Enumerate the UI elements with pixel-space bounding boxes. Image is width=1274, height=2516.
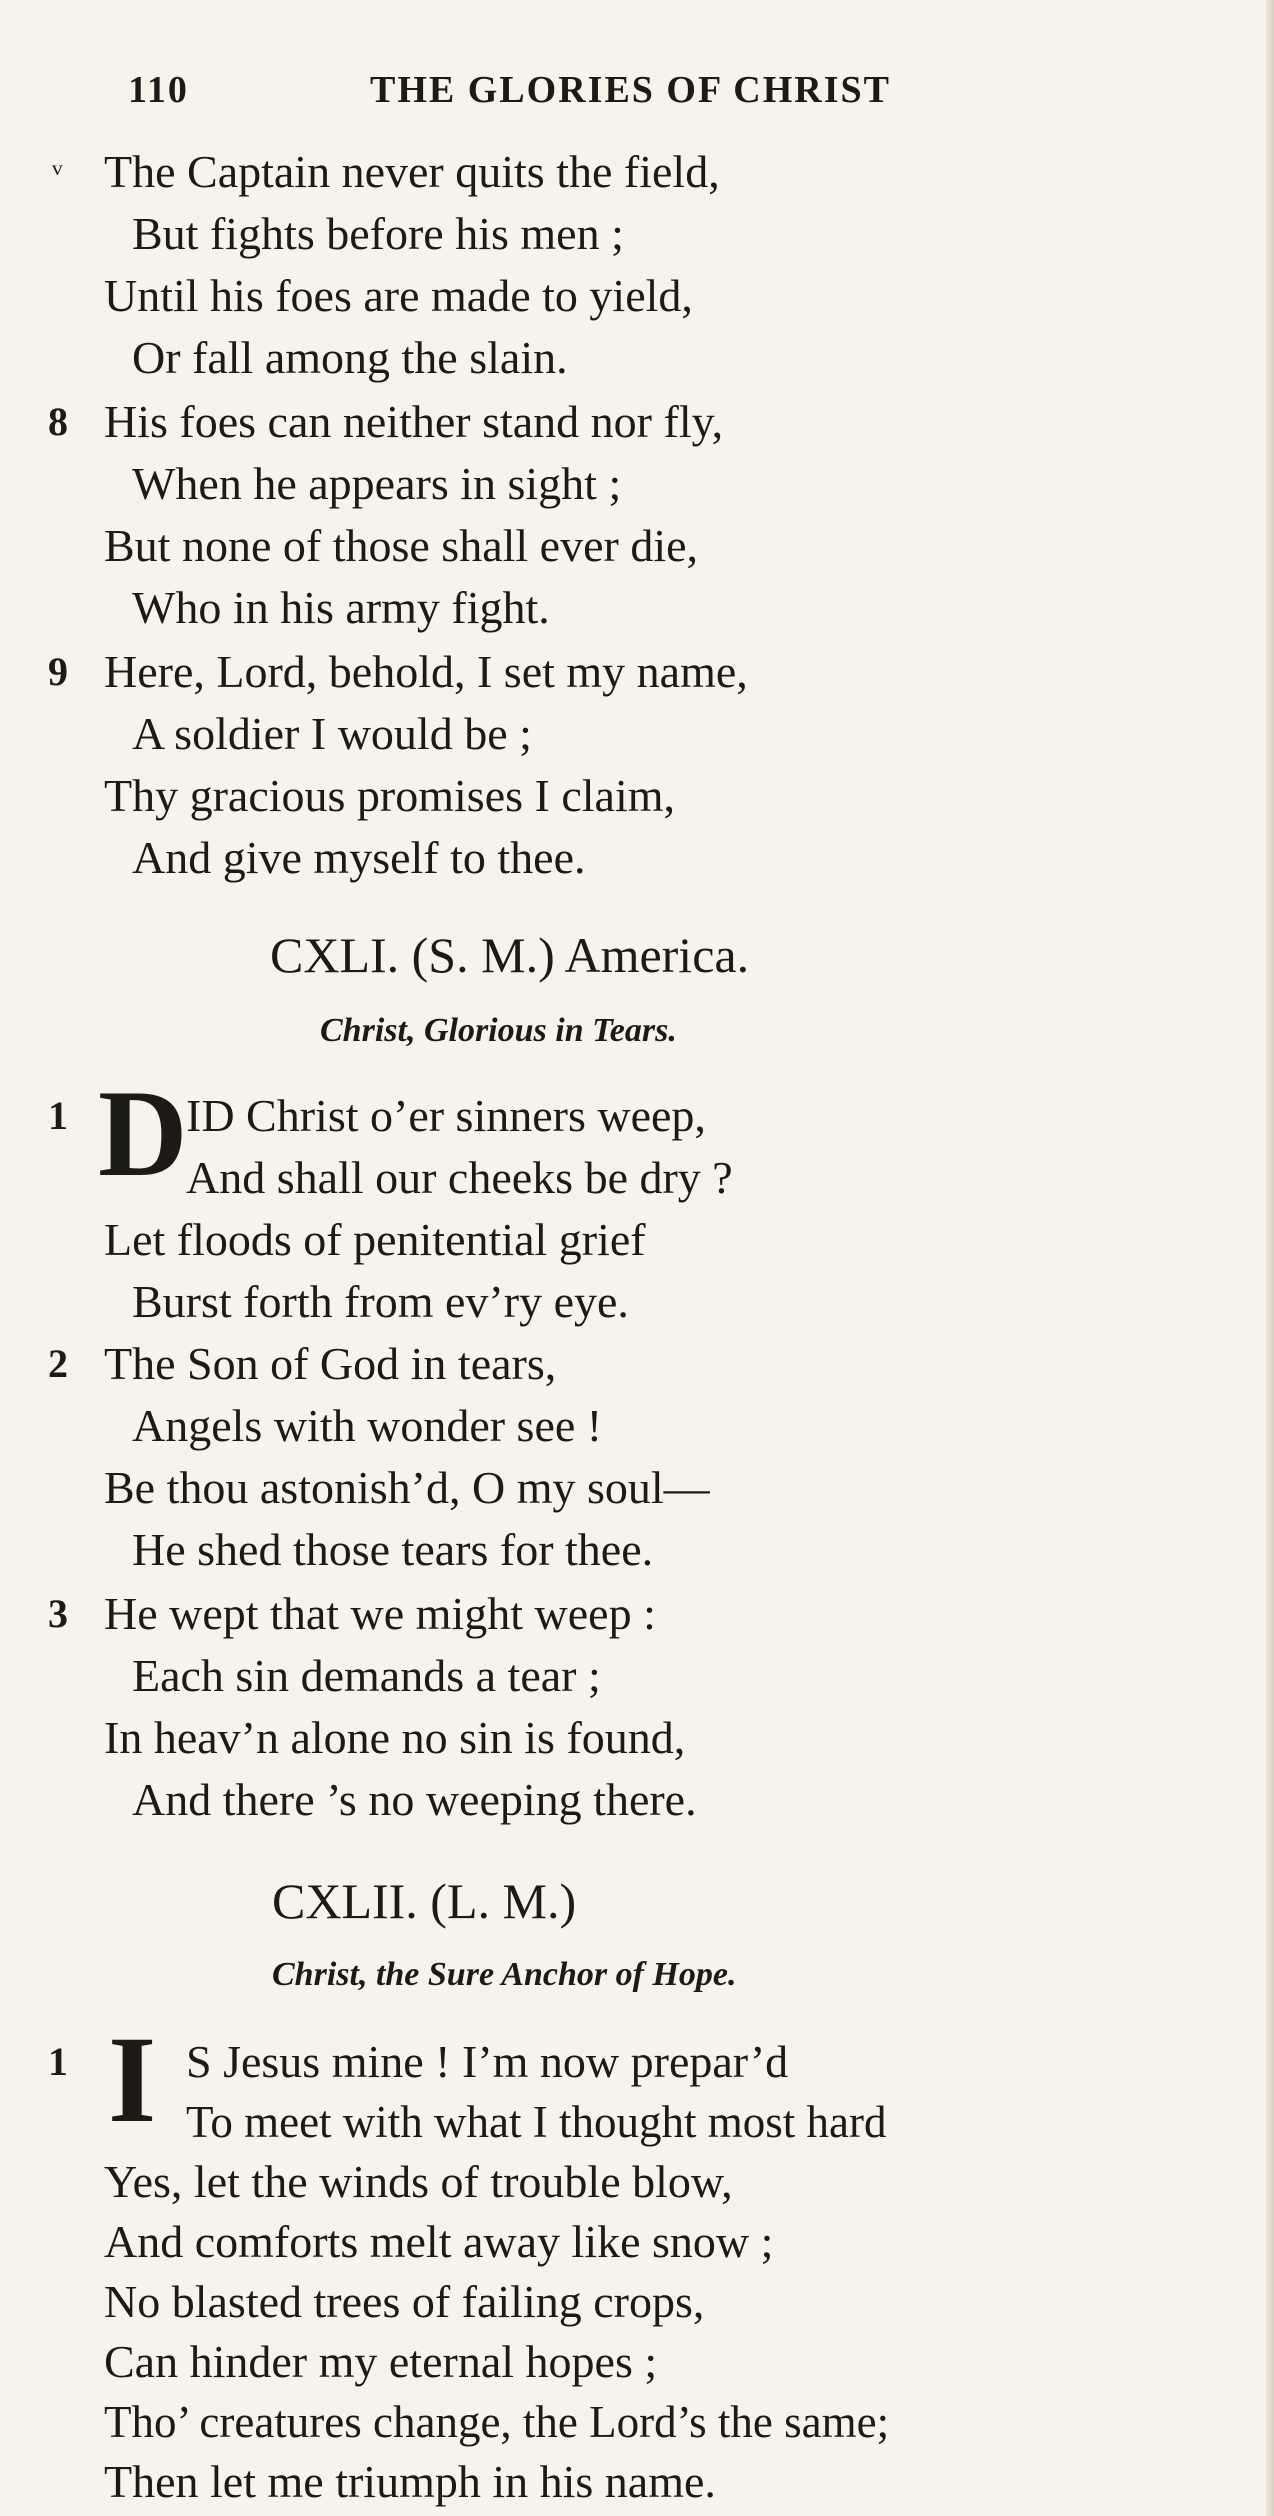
verse-line: Thy gracious promises I claim, [104, 770, 676, 821]
verse-number: 2 [48, 1341, 68, 1386]
stanza-7-mark: ᵛ [52, 153, 63, 193]
page-number: 110 [128, 69, 189, 111]
verse-line: But fights before his men ; [132, 208, 624, 259]
verse-line: And shall our cheeks be dry ? [186, 1152, 733, 1203]
verse-line: But none of those shall ever die, [104, 520, 699, 571]
verse-line: Here, Lord, behold, I set my name, [104, 646, 748, 697]
drop-cap: D [98, 1065, 188, 1202]
verse-line: To meet with what I thought most hard [186, 2097, 887, 2147]
verse-line: He wept that we might weep : [104, 1588, 656, 1639]
verse-line: Each sin demands a tear ; [132, 1650, 601, 1701]
verse-line: Can hinder my eternal hopes ; [104, 2336, 658, 2387]
verse-line: He shed those tears for thee. [132, 1524, 654, 1575]
verse-number: 1 [48, 1093, 68, 1138]
verse-line: A soldier I would be ; [132, 708, 532, 759]
verse-line: The Son of God in tears, [104, 1338, 557, 1389]
page-header [120, 68, 1000, 132]
verse-line: Burst forth from ev’ry eye. [132, 1276, 629, 1327]
verse-number: 9 [48, 649, 68, 694]
verse-line: Be thou astonish’d, O my soul— [104, 1462, 710, 1513]
verse-line: Or fall among the slain. [132, 332, 568, 383]
verse-line: And give myself to thee. [132, 832, 586, 883]
drop-cap: I [108, 2011, 157, 2148]
verse-number: 8 [48, 399, 68, 444]
verse-number: 3 [48, 1591, 68, 1636]
verse-line: And there ’s no weeping there. [132, 1774, 697, 1825]
verse-line: Let floods of penitential grief [104, 1214, 646, 1265]
verse-line: Angels with wonder see ! [132, 1400, 603, 1451]
page-edge-shadow [1266, 0, 1274, 2516]
verse-number: 1 [48, 2039, 68, 2084]
verse-line: Who in his army fight. [132, 582, 550, 633]
verse-line: When he appears in sight ; [132, 458, 622, 509]
verse-line: No blasted trees of failing crops, [104, 2276, 705, 2327]
verse-line: S Jesus mine ! I’m now prepar’d [186, 2036, 789, 2087]
verse-line: Until his foes are made to yield, [104, 270, 693, 321]
verse-line: And comforts melt away like snow ; [104, 2216, 774, 2267]
verse-line: Tho’ creatures change, the Lord’s the same; [104, 2397, 890, 2447]
verse-line: Then let me triumph in his name. [104, 2456, 716, 2507]
verse-line: In heav’n alone no sin is found, [104, 1712, 686, 1763]
hymn-subtitle: Christ, the Sure Anchor of Hope. [272, 1956, 737, 1993]
hymn-title: CXLII. (L. M.) [272, 1873, 577, 1929]
verse-line: Yes, let the winds of trouble blow, [104, 2156, 733, 2207]
running-title: THE GLORIES OF CHRIST [370, 69, 891, 111]
hymn-title: CXLI. (S. M.) America. [270, 927, 750, 983]
verse-line: ID Christ o’er sinners weep, [186, 1090, 706, 1141]
verse-line: The Captain never quits the field, [104, 146, 720, 197]
verse-line: His foes can neither stand nor fly, [104, 396, 724, 447]
hymn-subtitle: Christ, Glorious in Tears. [320, 1012, 677, 1049]
